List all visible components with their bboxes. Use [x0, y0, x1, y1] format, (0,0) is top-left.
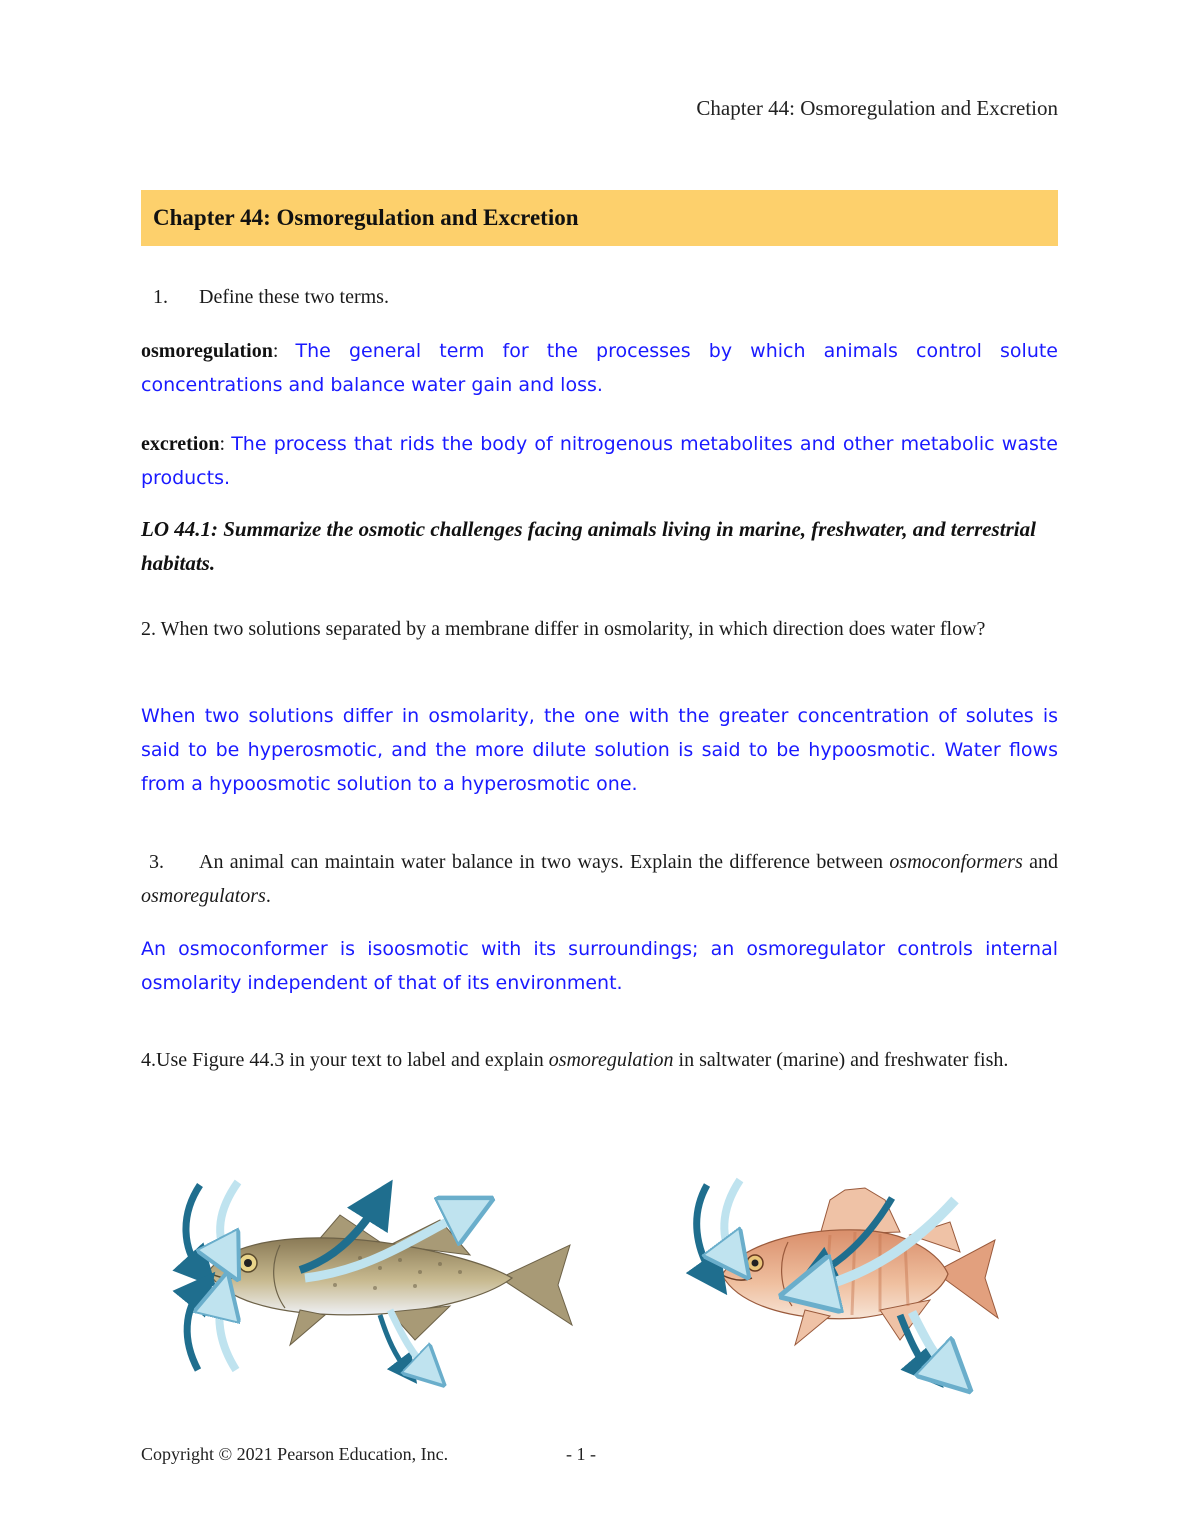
- arrow-water-in: [697, 1185, 715, 1278]
- arrow-water-in-mouth-top: [186, 1185, 202, 1272]
- question-1-number: 1.: [153, 286, 168, 308]
- term-osmoconformers: osmoconformers: [889, 851, 1023, 873]
- term-separator: :: [272, 340, 296, 362]
- fish-osmoregulation-figure: [140, 1160, 1060, 1400]
- footer-copyright: Copyright © 2021 Pearson Education, Inc.: [141, 1444, 449, 1464]
- question-4: [141, 1043, 1058, 1077]
- question-3: [141, 845, 1058, 913]
- definition-osmoregulation: [141, 334, 1058, 402]
- term-separator: :: [219, 433, 232, 455]
- marine-fish-tail: [500, 1245, 572, 1325]
- term-label: osmoregulation: [141, 340, 273, 362]
- freshwater-fish-spiny-dorsal: [820, 1188, 900, 1235]
- question-2-prompt: 2. When two solutions separated by a membrane differ in osmolarity, in which direction does water flow?: [141, 618, 986, 640]
- chapter-title: Chapter 44: Osmoregulation and Excretion: [153, 205, 579, 230]
- question-1: [141, 280, 1058, 314]
- term-label: excretion: [141, 433, 220, 455]
- arrow-dilute-urine: [912, 1312, 952, 1374]
- learning-objective: LO 44.1: Summarize the osmotic challenges facing animals living in marine, freshwater, and terrestrial habitats.: [141, 517, 1036, 575]
- question-2-answer: When two solutions differ in osmolarity, the one with the greater concentration of solutes is said to be hyperosmotic, and the more dilute solution is said to be hypoosmotic. Water flows from a hypoosmotic solution to a hyperosmotic one.: [141, 705, 1058, 795]
- footer-page-number: - 1 -: [566, 1444, 596, 1464]
- question-3-number: 3.: [149, 851, 164, 873]
- arrow-salt-in-bottom: [219, 1295, 236, 1370]
- term-definition: The process that rids the body of nitrogenous metabolites and other metabolic waste products.: [141, 433, 1058, 489]
- freshwater-fish: [722, 1188, 998, 1345]
- term-osmoregulation: osmoregulation: [548, 1049, 674, 1071]
- marine-fish-body: [208, 1238, 512, 1315]
- question-1-prompt: Define these two terms.: [199, 286, 389, 308]
- term-definition: The general term for the processes by which animals control solute concentrations and balance water gain and loss.: [141, 340, 1058, 396]
- question-3-answer: An osmoconformer is isoosmotic with its surroundings; an osmoregulator controls internal osmolarity independent of that of its environment.: [141, 938, 1058, 994]
- arrow-salt-uptake-mouth: [724, 1180, 740, 1260]
- marine-fish-pelvic-fin: [290, 1310, 325, 1345]
- question-3-end: .: [265, 885, 271, 907]
- chapter-title-bar: [141, 190, 1058, 246]
- question-3-and: and: [1022, 851, 1058, 873]
- running-head: Chapter 44: Osmoregulation and Excretion: [696, 96, 1058, 120]
- arrow-water-in-mouth-bottom: [187, 1288, 202, 1370]
- question-3-prompt: An animal can maintain water balance in two ways. Explain the difference between: [199, 851, 890, 873]
- term-osmoregulators: osmoregulators: [141, 885, 266, 907]
- definition-excretion: [141, 427, 1058, 495]
- question-4-prompt: 4.Use Figure 44.3 in your text to label and explain: [141, 1049, 549, 1071]
- question-4-prompt-end: in saltwater (marine) and freshwater fish.: [673, 1049, 1009, 1071]
- arrow-salt-in-top: [220, 1182, 238, 1260]
- marine-fish: [208, 1215, 572, 1345]
